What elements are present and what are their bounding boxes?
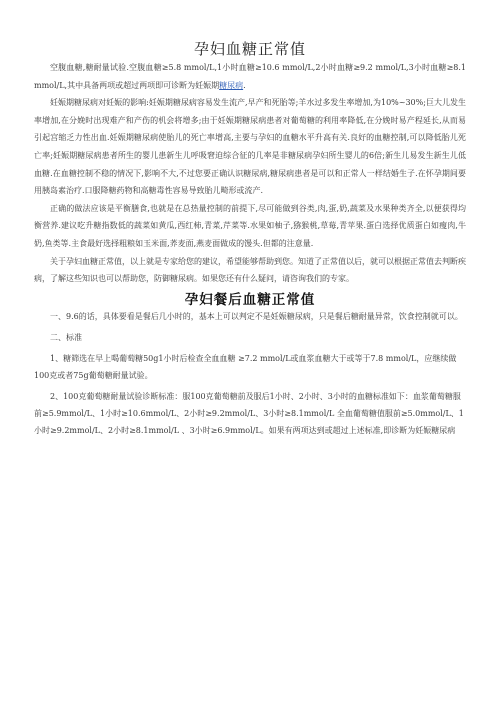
page-title: 孕妇血糖正常值	[193, 40, 306, 58]
paragraph-point-one: 一、9.6的话，具体要看是餐后几小时的，基本上可以判定不是妊娠糖尿病，只是餐后糖耐量异常，饮食控制就可以。	[50, 311, 463, 321]
paragraph-diagnosis-end: .	[243, 80, 246, 90]
paragraph-diet: 正确的做法应该是平衡膳食,也就是在总热量控制的前提下,尽可能做到谷类,肉,蛋,奶,蔬菜及水果种类齐全,以便获得均衡营养.建议吃升糖指数低的蔬菜如黄瓜,西红柿,青菜,芹菜等.水果如柚子,猕猴桃,草莓,青苹果.蛋白选择优质蛋白如瘦肉,牛奶,鱼类等.主食最好选择粗粮如玉米面,荞麦面,燕麦面做成的馒头.但都的注意量.	[34, 203, 466, 248]
paragraph-diagnosis-text: 空腹血糖,糖耐量试验.空腹血糖≥5.8 mmol/L,1小时血糖≥10.6 mmol/L,2小时血糖≥9.2 mmol/L,3小时血糖≥8.1 mmol/L,其中具备两项或超过两项即可诊断为妊娠期	[34, 63, 466, 90]
diabetes-link[interactable]: 糖尿病	[219, 80, 244, 90]
paragraph-standard-2: 2、100克葡萄糖耐量试验诊断标准：服100克葡萄糖前及服后1小时、2小时、3小时的血糖标准如下：血浆葡萄糖服前≥5.9mmol/L、1小时≥10.6mmol/L、2小时≥9.2mmol/L、3小时≥8.1mmol/L 全血葡萄糖值服前≥5.0mmol/L、1小时≥9.2mmol/L、2小时≥8.1mmol/L 、3小时≥6.9mmol/L。如果有两项达到或超过上述标准,即诊断为妊娠糖尿病	[34, 391, 464, 435]
paragraph-standard-1: 1、糖筛选在早上喝葡萄糖50g1小时后检查全血血糖 ≥7.2 mmol/L或血浆血糖大于或等于7.8 mmol/L，应继续做100克或者75g葡萄糖耐量试验。	[34, 353, 457, 380]
section-title: 孕妇餐后血糖正常值	[184, 291, 316, 308]
paragraph-effects: 妊娠期糖尿病对妊娠的影响:妊娠期糖尿病容易发生流产,早产和死胎等;羊水过多发生率增加,为10%~30%;巨大儿发生率增加,在分娩时出现难产和产伤的机会将增多;由于妊娠期糖尿病患者对葡萄糖的利用率降低,在分娩时易产程延长,从而易引起宫缩乏力性出血.妊娠期糖尿病使胎儿的死亡率增高,主要与孕妇的血糖水平升高有关.良好的血糖控制,可以降低胎儿死亡率;妊娠期糖尿病患者所生的婴儿患新生儿呼吸窘迫综合征的几率是非糖尿病孕妇所生婴儿的6倍;新生儿易发生新生儿低血糖.在血糖控制不稳的情况下,影响不大,不过您要正确认识糖尿病,糖尿病患者是可以和正常人一样结婚生子.在怀孕期间要用胰岛素治疗.口服降糖药物和高糖毒性容易导致胎儿畸形或流产.	[34, 98, 466, 196]
paragraph-diagnosis	[34, 59, 466, 94]
paragraph-standard-heading: 二、标准	[50, 332, 82, 342]
paragraph-summary: 关于孕妇血糖正常值，以上就是专家给您的建议，希望能够帮助到您。知道了正常值以后，就可以根据正常值去判断疾病，了解这些知识也可以帮助您，防御糖尿病。如果您还有什么疑问，请咨询我们的专家。	[34, 256, 466, 284]
